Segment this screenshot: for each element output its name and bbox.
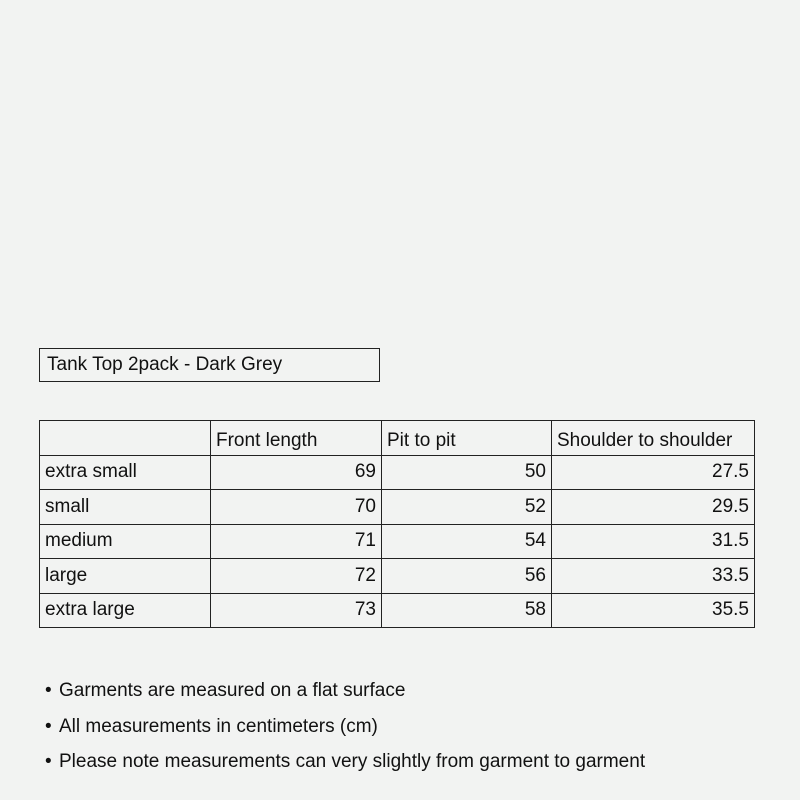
- bullet-icon: •: [45, 715, 52, 737]
- list-item: [45, 748, 645, 784]
- pit-to-pit-value: 58: [382, 593, 552, 628]
- note-text: Please note measurements can very slightly from garment to garment: [59, 751, 646, 772]
- note-text: Garments are measured on a flat surface: [59, 680, 406, 701]
- header-size: [40, 421, 211, 456]
- table-row: [40, 524, 755, 559]
- front-length-value: 71: [211, 524, 382, 559]
- pit-to-pit-value: 54: [382, 524, 552, 559]
- front-length-value: 70: [211, 490, 382, 525]
- table-header-row: [40, 421, 755, 456]
- size-label: small: [40, 490, 211, 525]
- front-length-value: 73: [211, 593, 382, 628]
- front-length-value: 72: [211, 559, 382, 594]
- note-text: All measurements in centimeters (cm): [59, 715, 378, 737]
- pit-to-pit-value: 56: [382, 559, 552, 594]
- list-item: [45, 713, 645, 749]
- header-shoulder-to-shoulder: Shoulder to shoulder: [552, 421, 755, 456]
- shoulder-to-shoulder-value: 33.5: [552, 559, 755, 594]
- shoulder-to-shoulder-value: 29.5: [552, 490, 755, 525]
- size-table: [39, 420, 755, 628]
- size-label: large: [40, 559, 211, 594]
- table-row: [40, 490, 755, 525]
- header-pit-to-pit: Pit to pit: [382, 421, 552, 456]
- list-item: [45, 677, 645, 713]
- size-label: medium: [40, 524, 211, 559]
- shoulder-to-shoulder-value: 35.5: [552, 593, 755, 628]
- pit-to-pit-value: 50: [382, 455, 552, 490]
- measurement-notes: [45, 677, 645, 784]
- pit-to-pit-value: 52: [382, 490, 552, 525]
- shoulder-to-shoulder-value: 27.5: [552, 455, 755, 490]
- shoulder-to-shoulder-value: 31.5: [552, 524, 755, 559]
- bullet-icon: •: [45, 751, 52, 772]
- bullet-icon: •: [45, 680, 52, 701]
- front-length-value: 69: [211, 455, 382, 490]
- size-label: extra small: [40, 455, 211, 490]
- table-row: [40, 593, 755, 628]
- header-front-length: Front length: [211, 421, 382, 456]
- table-row: [40, 559, 755, 594]
- product-title: Tank Top 2pack - Dark Grey: [39, 348, 380, 382]
- size-label: extra large: [40, 593, 211, 628]
- table-row: [40, 455, 755, 490]
